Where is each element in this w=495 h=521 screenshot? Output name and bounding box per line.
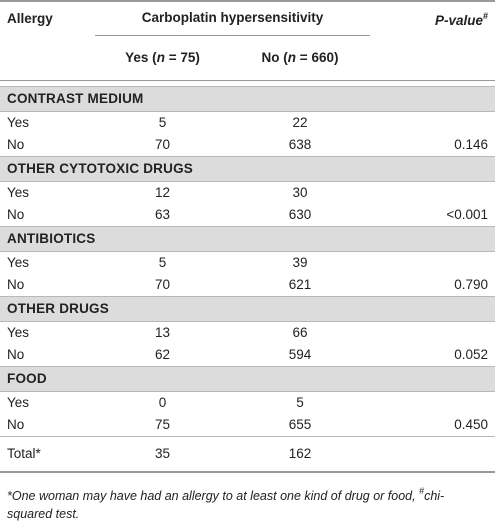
yes-count: 70: [154, 136, 171, 152]
header-p-value-mark: #: [483, 11, 489, 21]
yes-count: 0: [158, 394, 167, 410]
p-value: 0.146: [454, 136, 489, 152]
row-label: Yes: [7, 184, 30, 200]
p-value: 0.450: [454, 416, 489, 432]
no-count: 621: [288, 276, 312, 292]
p-value: [370, 111, 495, 134]
yes-count: 62: [154, 346, 171, 362]
header-allergy: Allergy: [7, 10, 53, 26]
header-carboplatin-hypersensitivity: Carboplatin hypersensitivity: [95, 2, 370, 35]
header-p-value-label: P-value: [434, 13, 483, 28]
row-label: Yes: [7, 394, 30, 410]
table-row: [0, 414, 495, 437]
no-count: 655: [288, 416, 312, 432]
row-label: No: [7, 206, 25, 222]
footnote-mark: #: [419, 486, 425, 496]
section-header: [0, 366, 495, 391]
row-label: Yes: [7, 324, 30, 340]
row-label: Yes: [7, 254, 30, 270]
section-title: FOOD: [0, 366, 495, 391]
header-p-value: [370, 2, 495, 35]
p-value: [370, 321, 495, 344]
no-count: 5: [296, 394, 304, 410]
table-row: [0, 134, 495, 157]
total-p: [370, 436, 495, 471]
footnote-text-2: chi-squared test.: [7, 489, 445, 521]
p-value: [370, 181, 495, 204]
table-row: [0, 321, 495, 344]
no-count: 30: [292, 184, 308, 200]
header-empty-p: [370, 35, 495, 80]
no-count: 66: [292, 324, 308, 340]
row-label: No: [7, 136, 25, 152]
yes-count: 13: [154, 324, 171, 340]
footnote-text-1: *One woman may have had an allergy to at least one kind of drug or food,: [7, 489, 420, 503]
p-value: <0.001: [446, 206, 489, 222]
row-label: No: [7, 276, 25, 292]
no-count: 594: [288, 346, 312, 362]
row-label: No: [7, 416, 25, 432]
row-label: No: [7, 346, 25, 362]
table-row: [0, 111, 495, 134]
section-title: CONTRAST MEDIUM: [0, 86, 495, 111]
yes-count: 5: [158, 114, 167, 130]
table-bottom-rule: [0, 471, 495, 472]
total-no: 162: [230, 436, 370, 471]
section-title: ANTIBIOTICS: [0, 226, 495, 251]
header-row-2: [0, 35, 495, 80]
yes-count: 63: [154, 206, 171, 222]
row-label: Yes: [7, 114, 30, 130]
header-no: No (n = 660): [230, 35, 370, 80]
yes-count: 12: [154, 184, 171, 200]
table-footnote: [7, 482, 487, 521]
section-header: [0, 226, 495, 251]
section-title: OTHER DRUGS: [0, 296, 495, 321]
total-row: [0, 436, 495, 471]
no-count: 638: [288, 136, 312, 152]
yes-count: 75: [154, 416, 171, 432]
p-value: [370, 391, 495, 414]
table-row: [0, 251, 495, 274]
yes-count: 70: [154, 276, 171, 292]
no-count: 22: [292, 114, 308, 130]
section-header: [0, 296, 495, 321]
no-count: 630: [288, 206, 312, 222]
p-value: [370, 251, 495, 274]
allergy-table: [0, 2, 495, 473]
table-row: [0, 274, 495, 297]
yes-count: 5: [158, 254, 167, 270]
table-row: [0, 204, 495, 227]
table-row: [0, 181, 495, 204]
total-label: Total*: [0, 436, 95, 471]
section-header: [0, 156, 495, 181]
table-row: [0, 391, 495, 414]
header-row-1: [0, 2, 495, 35]
total-yes: 35: [95, 436, 230, 471]
header-yes: Yes (n = 75): [95, 35, 230, 80]
table-row: [0, 344, 495, 367]
section-header: [0, 86, 495, 111]
no-count: 39: [292, 254, 308, 270]
section-title: OTHER CYTOTOXIC DRUGS: [0, 156, 495, 181]
header-empty: [0, 35, 95, 80]
p-value: 0.790: [454, 276, 489, 292]
p-value: 0.052: [454, 346, 489, 362]
